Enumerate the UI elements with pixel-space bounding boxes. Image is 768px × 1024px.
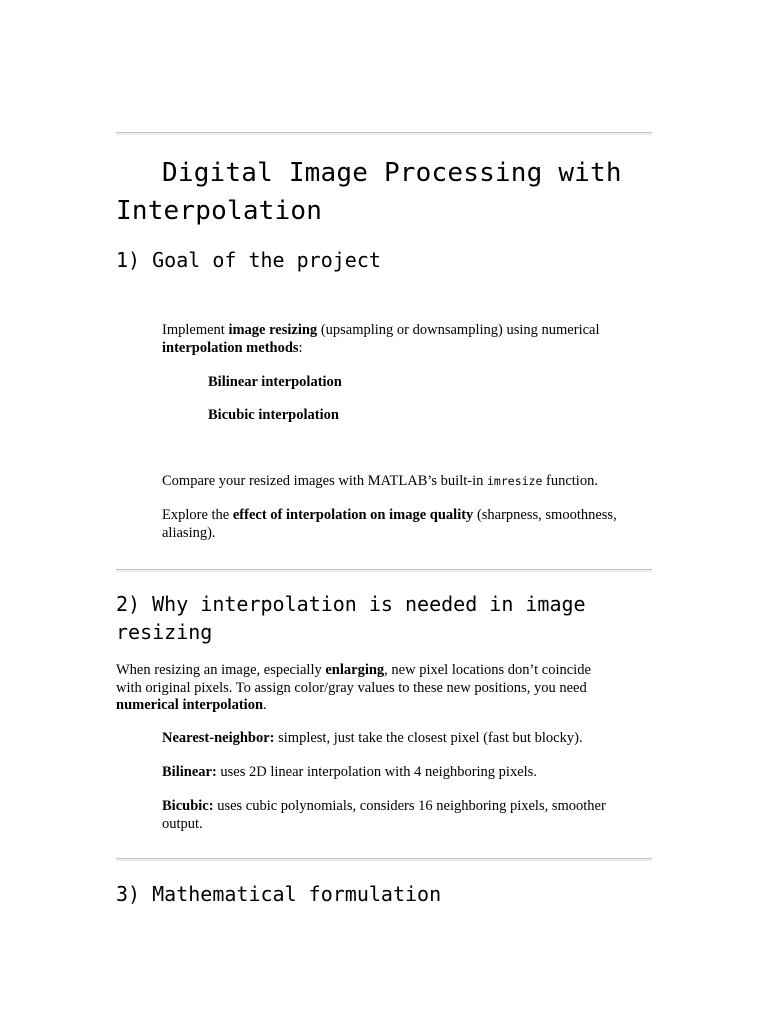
page-title bbox=[116, 154, 676, 230]
text: : bbox=[298, 339, 303, 356]
item-label: Bicubic: bbox=[162, 798, 214, 814]
resizing-paragraph bbox=[116, 662, 656, 715]
goal-intro-paragraph bbox=[162, 322, 662, 357]
text: (upsampling or downsampling) using numerical bbox=[317, 322, 600, 338]
text: . bbox=[263, 697, 267, 713]
bold-text: image resizing bbox=[228, 322, 318, 338]
text: Explore the bbox=[162, 507, 233, 523]
horizontal-rule bbox=[116, 858, 652, 861]
title-line-2: Interpolation bbox=[116, 196, 323, 226]
heading-line: resizing bbox=[116, 620, 213, 644]
bold-text: enlarging bbox=[325, 662, 385, 678]
list-item-bilinear bbox=[162, 764, 662, 782]
text: , new pixel locations don’t coincide bbox=[384, 662, 591, 678]
item-text: simplest, just take the closest pixel (fast but blocky). bbox=[274, 730, 583, 746]
text: function. bbox=[542, 473, 598, 489]
method-item-bicubic bbox=[208, 407, 339, 425]
item-text: output. bbox=[162, 815, 203, 832]
text: aliasing). bbox=[162, 524, 216, 541]
horizontal-rule bbox=[116, 569, 652, 572]
text: with original pixels. To assign color/gray values to these new positions, you need bbox=[116, 679, 587, 696]
horizontal-rule bbox=[116, 132, 652, 135]
title-line-1: Digital Image Processing with bbox=[162, 158, 622, 188]
item-label: Nearest-neighbor: bbox=[162, 730, 275, 746]
method-label: Bicubic interpolation bbox=[208, 407, 339, 423]
section-2-heading bbox=[116, 590, 676, 646]
section-1-heading: 1) Goal of the project bbox=[116, 248, 381, 272]
bold-text: effect of interpolation on image quality bbox=[232, 507, 474, 523]
code-imresize: imresize bbox=[487, 474, 543, 488]
item-text: uses 2D linear interpolation with 4 neighboring pixels. bbox=[216, 764, 537, 780]
section-3-heading: 3) Mathematical formulation bbox=[116, 882, 442, 906]
text: Implement bbox=[162, 322, 229, 338]
method-label: Bilinear interpolation bbox=[208, 374, 342, 390]
bold-text: interpolation methods bbox=[162, 339, 299, 356]
bold-text: numerical interpolation bbox=[116, 697, 264, 713]
text: When resizing an image, especially bbox=[116, 662, 326, 678]
method-item-bilinear bbox=[208, 374, 342, 392]
list-item-nearest-neighbor bbox=[162, 730, 662, 748]
text: (sharpness, smoothness, bbox=[473, 507, 617, 523]
item-label: Bilinear: bbox=[162, 764, 217, 780]
item-text: uses cubic polynomials, considers 16 neighboring pixels, smoother bbox=[213, 798, 606, 814]
heading-line: 2) Why interpolation is needed in image bbox=[116, 592, 586, 616]
compare-paragraph bbox=[162, 473, 662, 491]
list-item-bicubic bbox=[162, 798, 662, 833]
text: Compare your resized images with MATLAB’s built-in bbox=[162, 473, 487, 489]
explore-paragraph bbox=[162, 507, 662, 542]
